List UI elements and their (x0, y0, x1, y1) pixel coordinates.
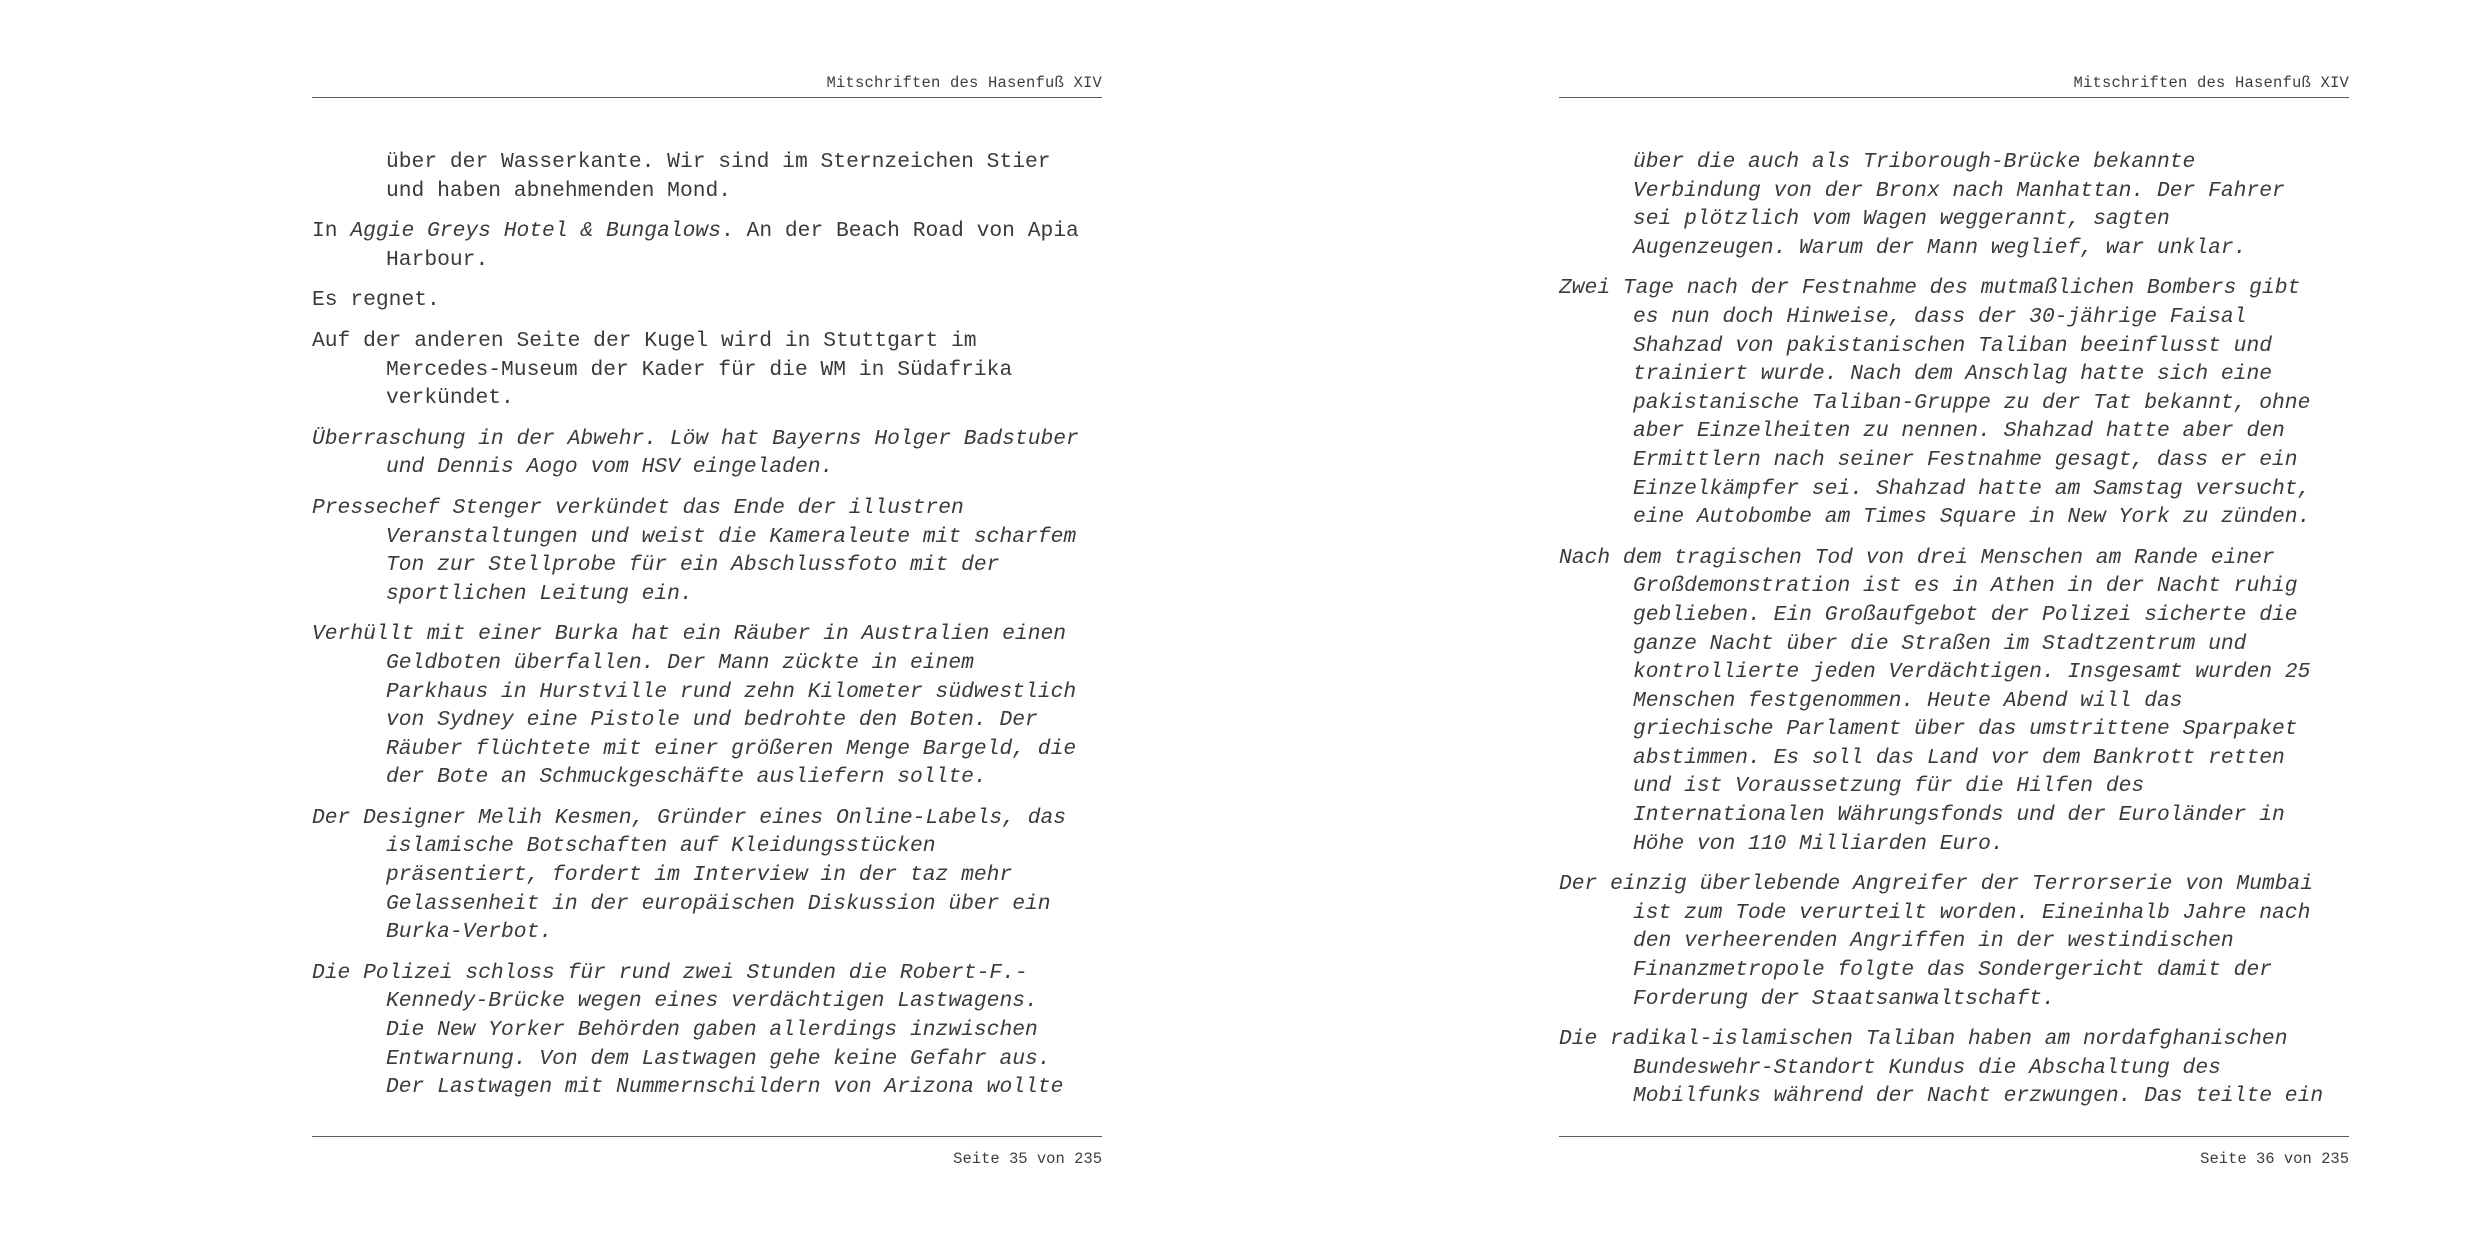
text-line: aber Einzelheiten zu nennen. Shahzad hatte aber den (1633, 419, 2285, 444)
text-line: Ton zur Stellprobe für ein Abschlussfoto mit der (386, 553, 1000, 578)
text-line: und Dennis Aogo vom HSV eingeladen. (386, 455, 834, 480)
footer-rule (1559, 1136, 2349, 1137)
text-line: Überraschung in der Abwehr. Löw hat Bayerns Holger Badstuber (312, 426, 1079, 451)
text-line: über der Wasserkante. Wir sind im Sternzeichen Stier (386, 150, 1051, 174)
text-line: griechische Parlament über das umstrittene Sparpaket (1633, 717, 2298, 742)
text-line: Mobilfunks während der Nacht erzwungen. Das teilte ein (1633, 1084, 2324, 1109)
paragraph (312, 148, 1102, 205)
text-line: Geldboten überfallen. Der Mann zückte in einem (386, 650, 974, 675)
text-line: Verhüllt mit einer Burka hat ein Räuber in Australien einen (312, 622, 1067, 647)
paragraph (312, 620, 1102, 792)
header-rule (1559, 97, 2349, 98)
text-line: Burka-Verbot. (386, 920, 553, 945)
text-line: Shahzad von pakistanischen Taliban beeinflusst und (1633, 333, 2273, 358)
paragraph (312, 217, 1102, 274)
text-line: islamische Botschaften auf Kleidungsstücken (386, 834, 936, 859)
text-line: Die Polizei schloss für rund zwei Stunden die Robert-F.- (312, 960, 1028, 985)
text-line: ist zum Tode verurteilt worden. Eineinhalb Jahre nach (1633, 900, 2311, 925)
text-line: über die auch als Triborough-Brücke bekannte (1633, 150, 2196, 174)
text-line: Nach dem tragischen Tod von drei Menschen am Rande einer (1559, 545, 2275, 570)
text-line: trainiert wurde. Nach dem Anschlag hatte sich eine (1633, 362, 2273, 387)
text-line: sportlichen Leitung ein. (386, 581, 693, 606)
text-line: geblieben. Ein Großaufgebot der Polizei sicherte die (1633, 602, 2298, 627)
paragraph (1559, 870, 2349, 1013)
right-page (1559, 0, 2349, 1240)
text-line: pakistanische Taliban-Gruppe zu der Tat bekannt, ohne (1633, 390, 2311, 415)
text-line: abstimmen. Es soll das Land vor dem Bankrott retten (1633, 745, 2285, 770)
text-line: Harbour. (386, 247, 489, 272)
paragraph (312, 327, 1102, 413)
paragraph (1559, 1025, 2349, 1111)
paragraph (1559, 148, 2349, 262)
text-line: es nun doch Hinweise, dass der 30-jährige Faisal (1633, 304, 2247, 329)
text-line: Entwarnung. Von dem Lastwagen gehe keine Gefahr aus. (386, 1046, 1051, 1071)
header-rule (312, 97, 1102, 98)
page-number: Seite 36 von 235 (2200, 1150, 2349, 1168)
text-line: der Bote an Schmuckgeschäfte ausliefern sollte. (386, 765, 987, 790)
paragraph (312, 494, 1102, 608)
text-line: von Sydney eine Pistole und bedrohte den Boten. Der (386, 708, 1038, 733)
text-line: Einzelkämpfer sei. Shahzad hatte am Samstag versucht, (1633, 476, 2311, 501)
text-line: Veranstaltungen und weist die Kameraleute mit scharfem (386, 524, 1077, 549)
paragraph (1559, 544, 2349, 859)
text-line: Finanzmetropole folgte das Sondergericht damit der (1633, 958, 2273, 983)
text-line: und haben abnehmenden Mond. (386, 178, 732, 203)
text-line: verkündet. (386, 386, 514, 411)
text-line: Kennedy-Brücke wegen eines verdächtigen Lastwagens. (386, 989, 1038, 1014)
text-line: Der einzig überlebende Angreifer der Terrorserie von Mumbai (1559, 872, 2314, 897)
text-line (312, 217, 1102, 246)
text-line: Räuber flüchtete mit einer größeren Menge Bargeld, die (386, 736, 1077, 761)
text-segment: In (312, 219, 351, 244)
text-line: Menschen festgenommen. Heute Abend will das (1633, 688, 2183, 713)
text-line: Mercedes-Museum der Kader für die WM in Südafrika (386, 357, 1013, 382)
paragraph (312, 286, 1102, 315)
text-line: eine Autobombe am Times Square in New York zu zünden. (1633, 505, 2311, 530)
text-line: sei plötzlich vom Wagen weggerannt, sagten (1633, 207, 2170, 232)
text-line: ganze Nacht über die Straßen im Stadtzentrum und (1633, 631, 2247, 656)
footer-rule (312, 1136, 1102, 1137)
text-line: Auf der anderen Seite der Kugel wird in Stuttgart im (312, 328, 977, 353)
body-text (1559, 148, 2349, 1123)
paragraph (1559, 274, 2349, 531)
text-line: Augenzeugen. Warum der Mann weglief, war unklar. (1633, 235, 2247, 260)
text-line: Gelassenheit in der europäischen Diskussion über ein (386, 891, 1051, 916)
left-page (312, 0, 1102, 1240)
text-line: Die radikal-islamischen Taliban haben am nordafghanischen (1559, 1027, 2288, 1052)
text-line: kontrollierte jeden Verdächtigen. Insgesamt wurden 25 (1633, 660, 2311, 685)
text-line: Der Lastwagen mit Nummernschildern von Arizona wollte (386, 1075, 1064, 1100)
text-line: Parkhaus in Hurstville rund zehn Kilometer südwestlich (386, 679, 1077, 704)
text-line: Pressechef Stenger verkündet das Ende der illustren (312, 495, 964, 520)
text-line: Höhe von 110 Milliarden Euro. (1633, 831, 2004, 856)
text-line: Verbindung von der Bronx nach Manhattan. Der Fahrer (1633, 178, 2285, 203)
text-line: Zwei Tage nach der Festnahme des mutmaßlichen Bombers gibt (1559, 276, 2301, 301)
text-line: Internationalen Währungsfonds und der Euroländer in (1633, 803, 2285, 828)
text-line: und ist Voraussetzung für die Hilfen des (1633, 774, 2145, 799)
text-line: Forderung der Staatsanwaltschaft. (1633, 986, 2055, 1011)
running-head: Mitschriften des Hasenfuß XIV (2073, 74, 2349, 92)
text-line: Ermittlern nach seiner Festnahme gesagt, dass er ein (1633, 447, 2298, 472)
text-line: präsentiert, fordert im Interview in der taz mehr (386, 863, 1013, 888)
text-line: den verheerenden Angriffen in der westindischen (1633, 929, 2234, 954)
paragraph (312, 959, 1102, 1102)
running-head: Mitschriften des Hasenfuß XIV (826, 74, 1102, 92)
text-line: Der Designer Melih Kesmen, Gründer eines Online-Labels, das (312, 805, 1067, 830)
paragraph (312, 804, 1102, 947)
body-text (312, 148, 1102, 1114)
paragraph (312, 425, 1102, 482)
text-line: Großdemonstration ist es in Athen in der Nacht ruhig (1633, 574, 2298, 599)
text-line: Die New Yorker Behörden gaben allerdings inzwischen (386, 1018, 1038, 1043)
page-number: Seite 35 von 235 (953, 1150, 1102, 1168)
hotel-name: Aggie Greys Hotel & Bungalows (350, 219, 721, 244)
text-line: Es regnet. (312, 288, 440, 313)
text-segment: . An der Beach Road von Apia (720, 219, 1079, 244)
text-line: Bundeswehr-Standort Kundus die Abschaltung des (1633, 1055, 2221, 1080)
